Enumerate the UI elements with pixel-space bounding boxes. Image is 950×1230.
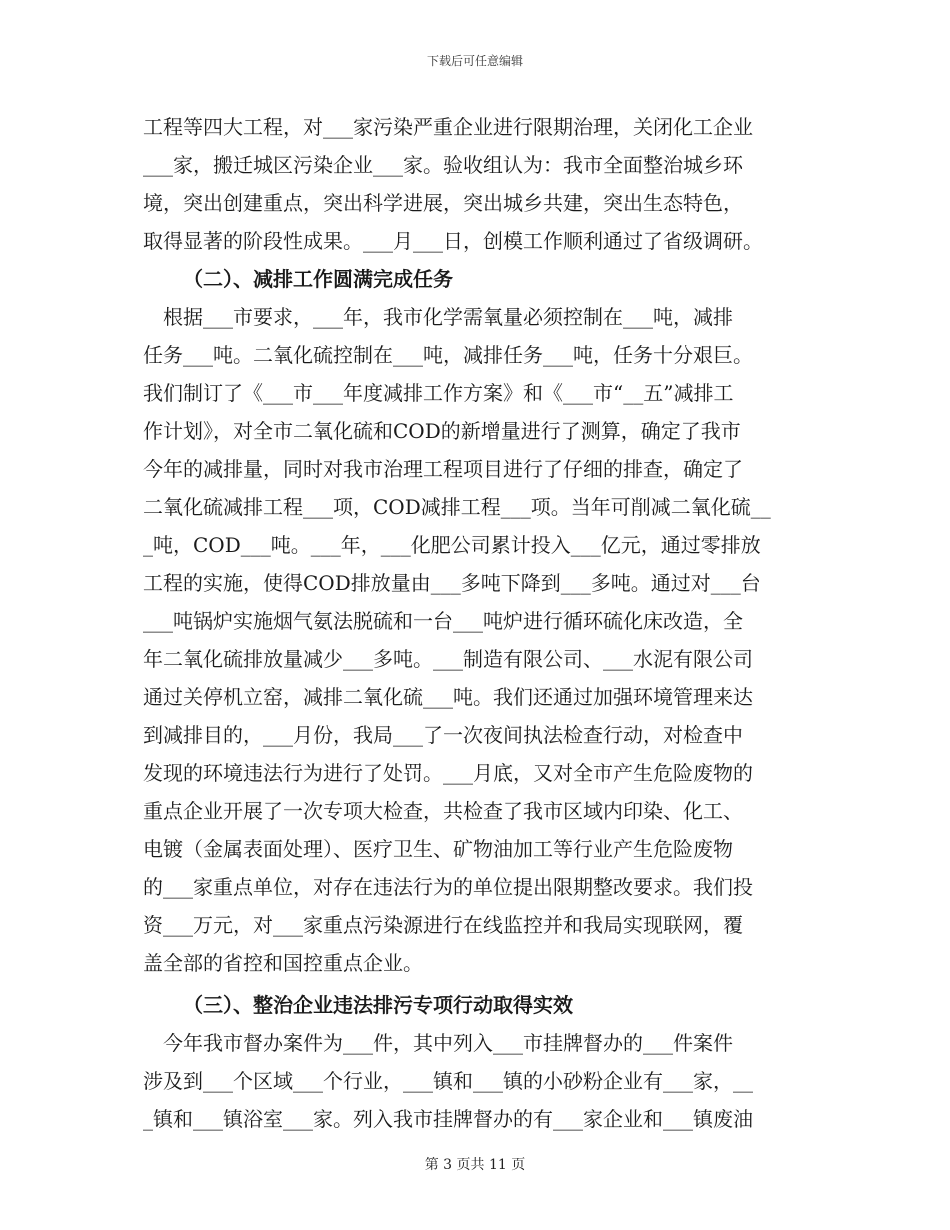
page-header: 下载后可任意编辑 bbox=[426, 54, 523, 68]
body-line: 今年我市督办案件为___件，其中列入___市挂牌督办的___件案件 bbox=[143, 1031, 733, 1055]
body-line: 工程等四大工程，对___家污染严重企业进行限期治理，关闭化工企业 bbox=[143, 115, 753, 139]
body-line: 境，突出创建重点，突出科学进展，突出城乡共建，突出生态特色， bbox=[143, 191, 743, 215]
body-line: 作计划》，对全市二氧化硫和COD的新增量进行了测算，确定了我市 bbox=[143, 419, 741, 443]
body-line: 任务___吨。二氧化硫控制在___吨，减排任务___吨，任务十分艰巨。 bbox=[143, 343, 753, 367]
body-line: 今年的减排量，同时对我市治理工程项目进行了仔细的排查，确定了 bbox=[143, 457, 743, 481]
body-line: 盖全部的省控和国控重点企业。 bbox=[143, 951, 423, 975]
body-line: 工程的实施，使得COD排放量由___多吨下降到___多吨。通过对___台 bbox=[143, 571, 761, 595]
body-line: 年二氧化硫排放量减少___多吨。___制造有限公司、___水泥有限公司 bbox=[143, 647, 753, 671]
body-line: 二氧化硫减排工程___项，COD减排工程___项。当年可削减二氧化硫__ bbox=[143, 495, 771, 519]
body-line: 重点企业开展了一次专项大检查，共检查了我市区域内印染、化工、 bbox=[143, 799, 743, 823]
body-line: 取得显著的阶段性成果。___月___日，创模工作顺利通过了省级调研。 bbox=[143, 229, 763, 253]
body-line: _镇和___镇浴室___家。列入我市挂牌督办的有___家企业和___镇废油 bbox=[143, 1107, 753, 1131]
section-heading: （二）、减排工作圆满完成任务 bbox=[183, 267, 453, 291]
body-line: ___吨锅炉实施烟气氨法脱硫和一台___吨炉进行循环硫化床改造，全 bbox=[143, 609, 743, 633]
body-line: 发现的环境违法行为进行了处罚。___月底，又对全市产生危险废物的 bbox=[143, 761, 753, 785]
document-body bbox=[143, 108, 809, 1138]
body-line: 我们制订了《___市___年度减排工作方案》和《___市“__五”减排工 bbox=[143, 381, 734, 405]
body-line: 到减排目的，___月份，我局___了一次夜间执法检查行动，对检查中 bbox=[143, 723, 743, 747]
body-line: 资___万元，对___家重点污染源进行在线监控并和我局实现联网，覆 bbox=[143, 913, 743, 937]
page-number: 第 3 页共 11 页 bbox=[424, 1157, 526, 1173]
body-line: 电镀（金属表面处理）、医疗卫生、矿物油加工等行业产生危险废物 bbox=[143, 837, 733, 861]
section-heading: （三）、整治企业违法排污专项行动取得实效 bbox=[183, 993, 573, 1017]
body-line: 通过关停机立窑，减排二氧化硫___吨。我们还通过加强环境管理来达 bbox=[143, 685, 753, 709]
body-line: 涉及到___个区域___个行业，___镇和___镇的小砂粉企业有___家，__ bbox=[143, 1069, 753, 1093]
body-line: ___家，搬迁城区污染企业___家。验收组认为：我市全面整治城乡环 bbox=[143, 153, 743, 177]
body-line: 的___家重点单位，对存在违法行为的单位提出限期整改要求。我们投 bbox=[143, 875, 753, 899]
body-line: _吨，COD___吨。___年，___化肥公司累计投入___亿元，通过零排放 bbox=[143, 533, 761, 557]
body-line: 根据___市要求，___年，我市化学需氧量必须控制在___吨，减排 bbox=[143, 305, 733, 329]
